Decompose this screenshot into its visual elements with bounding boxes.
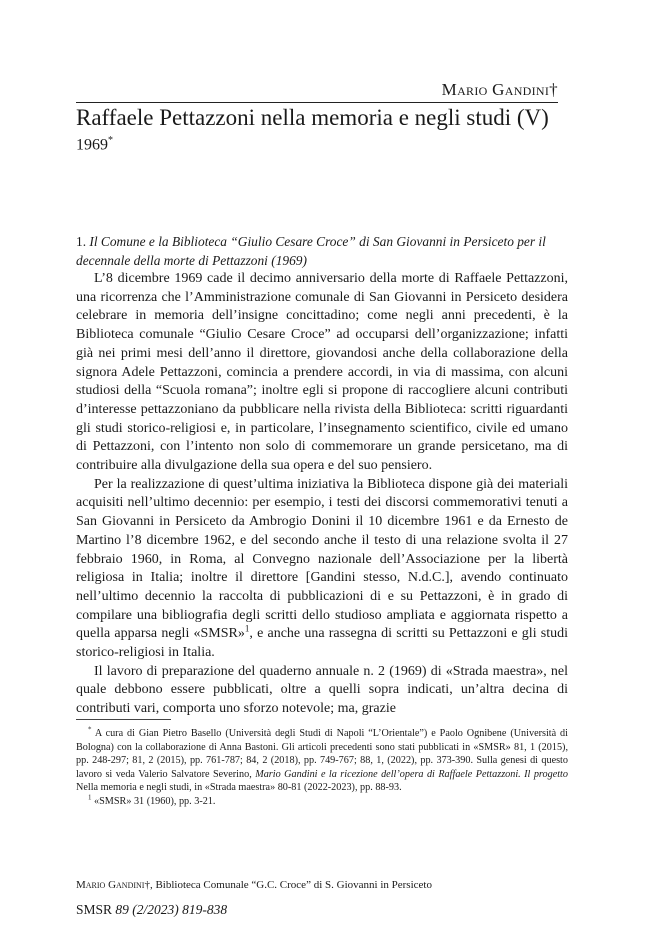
body-text [76,270,568,719]
article-year [76,135,113,154]
journal-citation [76,902,227,918]
footnote-text: Nella memoria e negli studi, in «Strada maestra» 80-81 (2022-2023), pp. 88-93. [76,782,402,794]
author-affiliation [76,879,432,891]
paragraph-text: , e anche una rassegna di scritti su Pettazzoni e gli studi storico-religiosi in Italia. [76,626,568,661]
footnote-italic: Mario Gandini e la ricezione dell’opera di Raffaele Pettazzoni. Il progetto [255,768,568,780]
footnote-marker: * [88,725,92,734]
footnote-1 [76,795,568,809]
section-title: Il Comune e la Biblioteca “Giulio Cesare Croce” di San Giovanni in Persiceto per il decennale della morte di Pettazzoni (1969) [76,234,546,268]
affiliation-rest: , Biblioteca Comunale “G.C. Croce” di S. Giovanni in Persiceto [149,879,432,891]
section-number: 1. [76,234,87,249]
affiliation-name: Mario Gandini† [76,879,150,891]
paragraph-text: Per la realizzazione di quest’ultima iniziativa la Biblioteca dispone già dei materiali acquisiti nell’ultimo decennio: per esempio, i testi dei discorsi commemorativi tenuti a San Giovanni in Persiceto da Ambrogio Donini il 10 dicembre 1961 e da Ernesto de Martino l’8 dicembre 1962, e del secondo anche il testo di una relazione svolta il 27 febbraio 1960, in Roma, al Convegno nazionale dell’Associazione per la libertà religiosa in Italia; inoltre il direttore [Gandini stesso, N.d.C.], avendo continuato nell’ultimo decennio la raccolta di pubblicazioni di e su Pettazzoni, è in grado di compilare una bibliografia degli scritti dello studioso ampliata e aggiornata rispetto a quella apparsa negli «SMSR» [76,476,568,642]
footnote-marker: 1 [88,793,92,802]
author-name: Mario Gandini† [441,80,558,99]
section-heading [76,232,568,270]
header-rule [76,102,558,103]
footnote-text: A cura di Gian Pietro Basello (Università degli Studi di Napoli “L’Orientale”) e Paolo Ognibene (Università di Bologna) con la collaborazione di Anna Bastoni. Gli articoli precedenti sono stati pubblicati in «SMSR» 81, 1 (2015), pp. 248-297; 81, 2 (2015), pp. 761-787; 84, 2 (2018), pp. 749-767; 88, 1, (2022), pp. 373-390. Sulla genesi di questo lavoro si veda Valerio Salvatore Severino, [76,728,568,780]
article-title: Raffaele Pettazzoni nella memoria e negli studi (V) [76,105,549,130]
footnote-rule [76,719,171,720]
footnote-text: «SMSR» 31 (1960), pp. 3-21. [91,795,216,807]
paragraph [76,476,568,663]
year-text: 1969 [76,136,108,154]
footnote-ref[interactable]: 1 [244,623,250,634]
paragraph: L’8 dicembre 1969 cade il decimo anniversario della morte di Raffaele Pettazzoni, una ricorrenza che l’Amministrazione comunale di San Giovanni in Persiceto desidera celebrare in memoria dell’insigne concittadino; come negli anni precedenti, è la Biblioteca comunale “Giulio Cesare Croce” ad occuparsi dell’organizzazione; infatti già nei primi mesi dell’anno il direttore, giovandosi anche della collaborazione della signora Adele Pettazzoni, comincia a prendere accordi, in via di massima, con alcuni studiosi della “Scuola romana”; inoltre egli si propone di raccogliere alcuni contributi d’interesse pettazzoniano da pubblicare nella rivista della Biblioteca: scritti riguardanti gli studi storico-religiosi e, in particolare, l’insegnamento scientifico, civile ed umano di Pettazzoni, con l’intento non solo di commemorare un grande persicetano, ma di contribuire alla divulgazione della sua opera e del suo pensiero. [76,271,568,474]
footnotes [76,727,568,809]
journal-name: SMSR [76,902,116,917]
year-note-marker[interactable]: * [108,135,113,146]
footnote-star [76,727,568,795]
paragraph: Il lavoro di preparazione del quaderno annuale n. 2 (1969) di «Strada maestra», nel quale debbono essere pubblicati, oltre a quelli sopra indicati, un’altra decina di contributi vari, comporta uno sforzo notevole; ma, grazie [76,663,568,717]
journal-issue: 89 (2/2023) 819-838 [115,902,228,917]
